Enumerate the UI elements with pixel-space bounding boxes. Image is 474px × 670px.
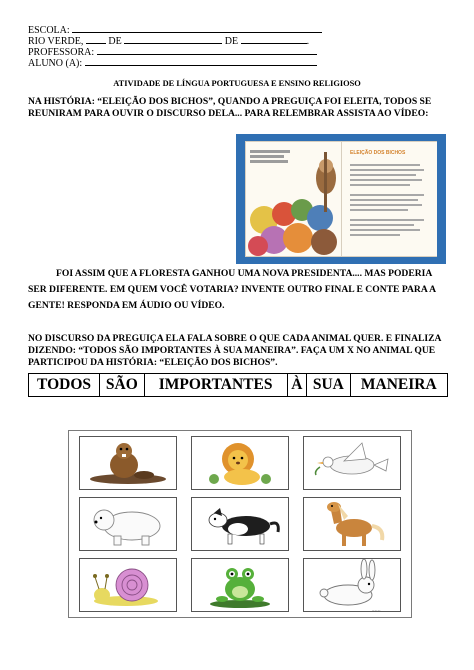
student-line bbox=[28, 56, 317, 69]
artist-signature: ~~~ bbox=[372, 609, 381, 615]
de-label-2: DE bbox=[224, 36, 239, 47]
animal-cell-dove[interactable] bbox=[303, 436, 401, 490]
animal-cell-lion[interactable] bbox=[191, 436, 289, 490]
student-label: ALUNO (A): bbox=[28, 58, 83, 69]
date-end-dot: . bbox=[306, 36, 310, 47]
frog-icon bbox=[192, 559, 288, 611]
phrase-word: MANEIRA bbox=[350, 374, 447, 397]
phrase-table bbox=[28, 373, 448, 397]
animal-grid bbox=[68, 430, 412, 618]
dove-icon bbox=[304, 437, 400, 489]
activity1-text: FOI ASSIM QUE A FLORESTA GANHOU UMA NOVA PRESIDENTA.... MAS PODERIA SER DIFERENTE. EM QUEM VOCÊ VOTARIA? INVENTE OUTRO FINAL E CONTE PARA A GENTE! RESPONDA EM ÁUDIO OU VÍDEO. bbox=[28, 268, 436, 311]
storybook-image bbox=[246, 142, 436, 256]
animal-cell-frog[interactable] bbox=[191, 558, 289, 612]
animal-cell-dog[interactable] bbox=[191, 497, 289, 551]
lion-icon bbox=[192, 437, 288, 489]
polar-bear-icon bbox=[80, 498, 176, 550]
dog-icon bbox=[192, 498, 288, 550]
city-label: RIO VERDE, bbox=[28, 36, 84, 47]
animal-cell-rabbit[interactable] bbox=[303, 558, 401, 612]
animal-cell-horse[interactable] bbox=[303, 497, 401, 551]
school-field[interactable] bbox=[72, 23, 322, 33]
beaver-icon bbox=[80, 437, 176, 489]
phrase-word: À bbox=[287, 374, 307, 397]
video-thumbnail[interactable] bbox=[236, 134, 446, 264]
rabbit-icon bbox=[304, 559, 400, 611]
book-page-title: ELEIÇÃO DOS BICHOS bbox=[350, 150, 406, 156]
activity2-text: NO DISCURSO DA PREGUIÇA ELA FALA SOBRE O QUE CADA ANIMAL QUER. E FINALIZA DIZENDO: “TODOS SÃO IMPORTANTES À SUA MANEIRA”. FAÇA UM X NO ANIMAL QUE PARTICIPOU DA HISTÓRIA: “ELEIÇÃO DOS BICHOS”. bbox=[28, 333, 441, 368]
animal-cell-beaver[interactable] bbox=[79, 436, 177, 490]
phrase-word: TODOS bbox=[29, 374, 100, 397]
de-label-1: DE bbox=[108, 36, 122, 47]
book-right-page bbox=[341, 142, 437, 256]
activity-title: ATIVIDADE DE LÍNGUA PORTUGUESA E ENSINO RELIGIOSO bbox=[113, 79, 361, 88]
phrase-word: IMPORTANTES bbox=[144, 374, 287, 397]
month-field[interactable] bbox=[124, 34, 222, 44]
student-field[interactable] bbox=[85, 56, 317, 66]
horse-icon bbox=[304, 498, 400, 550]
animal-cell-polar-bear[interactable] bbox=[79, 497, 177, 551]
teacher-field[interactable] bbox=[97, 45, 317, 55]
phrase-word: SÃO bbox=[100, 374, 144, 397]
intro-text: NA HISTÓRIA: “ELEIÇÃO DOS BICHOS”, QUANDO A PREGUIÇA FOI ELEITA, TODOS SE REUNIRAM PARA OUVIR O DISCURSO DELA... PARA RELEMBRAR ASSISTA AO VÍDEO: bbox=[28, 96, 432, 119]
animal-cell-snail[interactable] bbox=[79, 558, 177, 612]
year-field[interactable] bbox=[241, 34, 307, 44]
teacher-label: PROFESSORA: bbox=[28, 47, 95, 58]
phrase-word: SUA bbox=[307, 374, 350, 397]
snail-icon bbox=[80, 559, 176, 611]
school-label: ESCOLA: bbox=[28, 25, 70, 36]
book-left-page bbox=[246, 142, 341, 256]
day-field[interactable] bbox=[86, 34, 106, 44]
